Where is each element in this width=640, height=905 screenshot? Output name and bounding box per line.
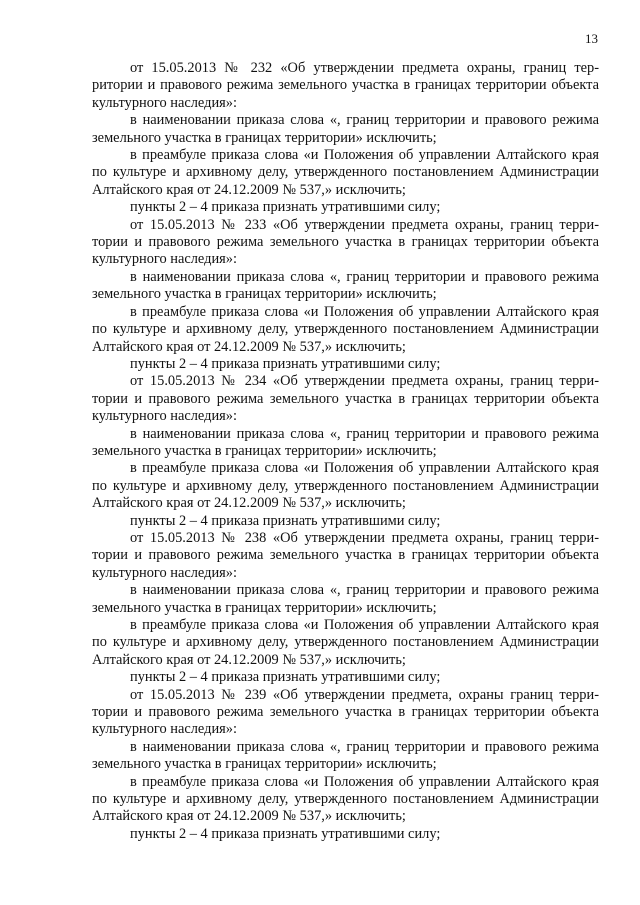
paragraph-order-234: от 15.05.2013 № 234 «Об утверждении предмета охраны, границ территории и правового режима земельного участка в границах территории объекта культурного наследия»: [92, 373, 599, 425]
paragraph-preamble-change: в преамбуле приказа слова «и Положения об управлении Алтайского края по культуре и архивному делу, утвержденного постановлением Администрации Алтайского края от 24.12.2009 № 537,» исключить; [92, 773, 599, 825]
paragraph-preamble-change: в преамбуле приказа слова «и Положения об управлении Алтайского края по культуре и архивному делу, утвержденного постановлением Администрации Алтайского края от 24.12.2009 № 537,» исключить; [92, 460, 599, 512]
paragraph-preamble-change: в преамбуле приказа слова «и Положения об управлении Алтайского края по культуре и архивному делу, утвержденного постановлением Администрации Алтайского края от 24.12.2009 № 537,» исключить; [92, 303, 599, 355]
paragraph-title-change: в наименовании приказа слова «, границ территории и правового режима земельного участка в границах территории» исключить; [92, 738, 599, 773]
paragraph-title-change: в наименовании приказа слова «, границ территории и правового режима земельного участка в границах территории» исключить; [92, 425, 599, 459]
paragraph-preamble-change: в преамбуле приказа слова «и Положения об управлении Алтайского края по культуре и архивному делу, утвержденного постановлением Администрации Алтайского края от 24.12.2009 № 537,» исключить; [92, 147, 599, 198]
paragraph-order-239: от 15.05.2013 № 239 «Об утверждении предмета, охраны границ территории и правового режима земельного участка в границах территории объекта культурного наследия»: [92, 686, 599, 738]
paragraph-title-change: в наименовании приказа слова «, границ территории и правового режима земельного участка в границах территории» исключить; [92, 268, 599, 303]
page-number: 13 [585, 31, 598, 46]
paragraph-preamble-change: в преамбуле приказа слова «и Положения об управлении Алтайского края по культуре и архивному делу, утвержденного постановлением Администрации Алтайского края от 24.12.2009 № 537,» исключить; [92, 617, 599, 668]
paragraph-repeal-items: пункты 2 – 4 приказа признать утратившими силу; [130, 825, 441, 842]
paragraph-title-change: в наименовании приказа слова «, границ территории и правового режима земельного участка в границах территории» исключить; [92, 582, 599, 616]
paragraph-repeal-items: пункты 2 – 4 приказа признать утратившими силу; [130, 512, 441, 529]
paragraph-repeal-items: пункты 2 – 4 приказа признать утратившими силу; [130, 669, 441, 686]
paragraph-order-238: от 15.05.2013 № 238 «Об утверждении предмета охраны, границ территории и правового режима земельного участка в границах территории объекта культурного наследия»: [92, 529, 599, 581]
paragraph-repeal-items: пункты 2 – 4 приказа признать утратившими силу; [130, 355, 441, 372]
paragraph-repeal-items: пункты 2 – 4 приказа признать утратившими силу; [130, 199, 441, 216]
paragraph-title-change: в наименовании приказа слова «, границ территории и правового режима земельного участка в границах территории» исключить; [92, 112, 599, 146]
paragraph-order-232: от 15.05.2013 № 232 «Об утверждении предмета охраны, границ территории и правового режима земельного участка в границах территории объекта культурного наследия»: [92, 60, 599, 111]
paragraph-order-233: от 15.05.2013 № 233 «Об утверждении предмета охраны, границ территории и правового режима земельного участка в границах территории объекта культурного наследия»: [92, 216, 599, 268]
document-body [92, 60, 599, 843]
